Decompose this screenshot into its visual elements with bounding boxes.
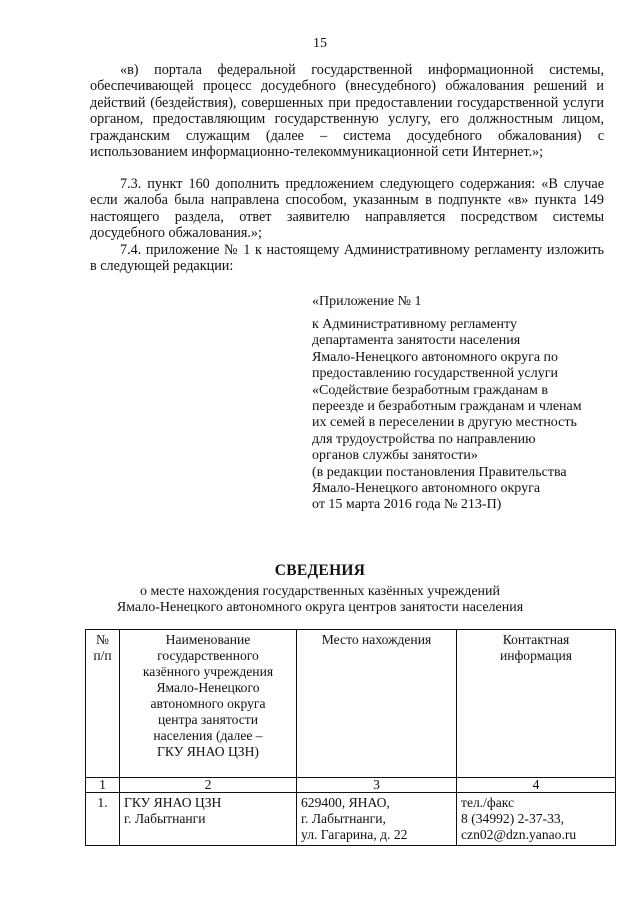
appendix-line: Ямало-Ненецкого автономного округа xyxy=(312,481,541,497)
appendix-line: департамента занятости населения xyxy=(312,333,521,349)
paragraph-7-4: 7.4. приложение № 1 к настоящему Административному регламенту изложить в следующей редакции: xyxy=(90,242,604,275)
row-number: 1. xyxy=(86,793,120,846)
header-contact: Контактная информация xyxy=(457,630,616,778)
page-number: 15 xyxy=(313,36,327,51)
paragraph-7-3: 7.3. пункт 160 дополнить предложением следующего содержания: «В случае если жалоба была направлена способом, указанным в подпункте «в» пункта 149 настоящего раздела, ответ заявителю направляется посредством системы досудебного обжалования.»; xyxy=(90,176,604,242)
row-location: 629400, ЯНАО, г. Лабытнанги, ул. Гагарина, д. 22 xyxy=(297,793,457,846)
appendix-line: органов службы занятости» xyxy=(312,448,478,464)
header-location: Место нахождения xyxy=(297,630,457,778)
header-name: Наименование государственного казённого учреждения Ямало-Ненецкого автономного округа центра занятости населения (далее – ГКУ ЯНАО ЦЗН) xyxy=(120,630,297,778)
appendix-line: переезде и безработным гражданам и членам xyxy=(312,399,582,415)
column-number: 4 xyxy=(457,778,616,793)
table-row xyxy=(86,793,616,846)
appendix-line: от 15 марта 2016 года № 213-П) xyxy=(312,497,502,513)
subtitle-line: Ямало-Ненецкого автономного округа центров занятости населения xyxy=(116,600,524,615)
appendix-line: предоставлению государственной услуги xyxy=(312,366,558,382)
header-number: № п/п xyxy=(86,630,120,778)
column-number: 2 xyxy=(120,778,297,793)
subtitle-line: о месте нахождения государственных казённых учреждений xyxy=(139,584,501,599)
column-number: 3 xyxy=(297,778,457,793)
appendix-line: для трудоустройства по направлению xyxy=(312,431,536,447)
appendix-heading: «Приложение № 1 xyxy=(312,294,422,309)
paragraph-portal: «в) портала федеральной государственной информационной системы, обеспечивающей процесс досудебного (внесудебного) обжалования решений и действий (бездействия), совершенных при предоставлении государственной услуги органом, предоставляющим государственную услугу, его должностным лицом, гражданским служащим (далее – система досудебного обжалования) с использованием информационно-телекоммуникационной сети Интернет.»; xyxy=(90,62,604,161)
column-number-row xyxy=(86,778,616,793)
appendix-line: «Содействие безработным гражданам в xyxy=(312,382,548,398)
document-title: СВЕДЕНИЯ xyxy=(274,562,366,579)
appendix-line: Ямало-Ненецкого автономного округа по xyxy=(312,349,559,365)
row-contact: тел./факс 8 (34992) 2-37-33, czn02@dzn.yanao.ru xyxy=(457,793,616,846)
row-name: ГКУ ЯНАО ЦЗН г. Лабытнанги xyxy=(120,793,297,846)
column-number: 1 xyxy=(86,778,120,793)
appendix-line: (в редакции постановления Правительства xyxy=(312,464,567,480)
institutions-table xyxy=(85,629,616,846)
appendix-line: их семей в переселении в другую местность xyxy=(312,415,577,431)
appendix-line: к Административному регламенту xyxy=(312,317,517,332)
appendix-block xyxy=(312,317,612,514)
table-header-row xyxy=(86,630,616,778)
